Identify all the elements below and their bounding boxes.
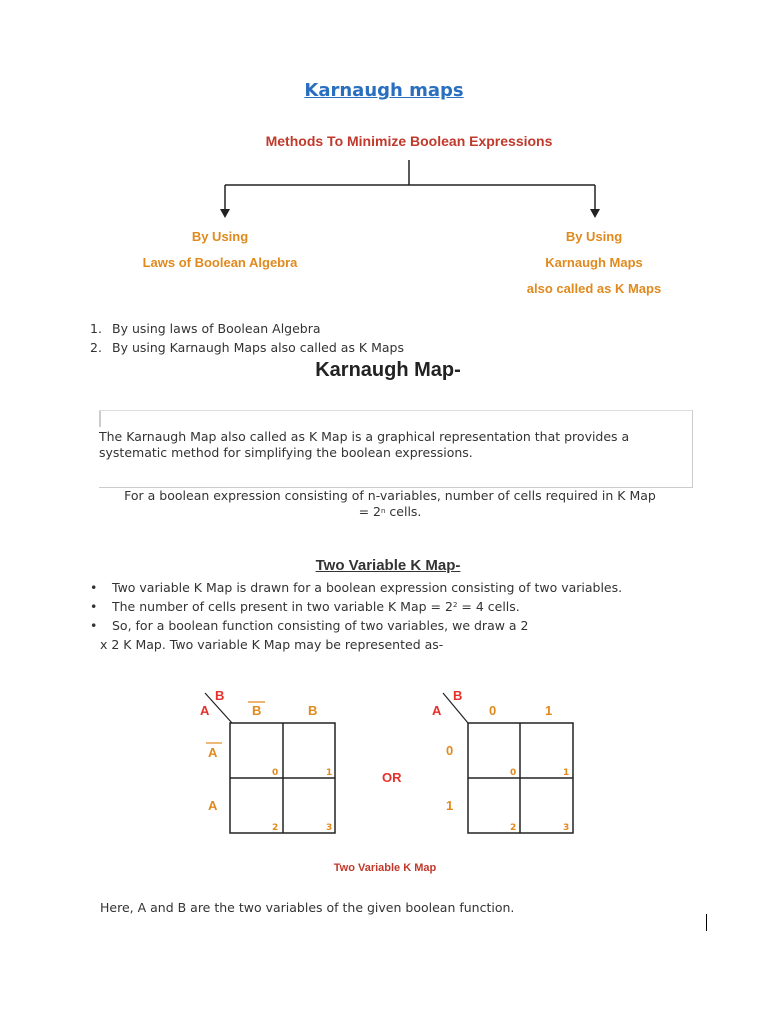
kmap-2 xyxy=(432,688,573,833)
kmap1-cell-index: 3 xyxy=(326,823,333,833)
cell-count-formula: For a boolean expression consisting of n-variables, number of cells required in K Map = $2^n$ cells. xyxy=(124,488,656,519)
kmap1-col-label: B xyxy=(252,703,262,718)
kmap-figure xyxy=(0,680,768,880)
kmap1-row-label: A xyxy=(208,745,218,760)
kmap2-row-var: A xyxy=(432,703,442,718)
kmap2-cell-index: 2 xyxy=(510,823,517,833)
list-item: • The number of cells present in two variable K Map = $2^2 = 4$ cells. xyxy=(90,597,622,616)
kmap2-row-label: 0 xyxy=(446,743,454,758)
kmap-caption: Two Variable K Map xyxy=(333,862,437,874)
kmap2-cell-index: 0 xyxy=(510,768,517,778)
list-item: 2. By using Karnaugh Maps also called as K Maps xyxy=(90,340,404,355)
list-item-continuation: x 2 K Map. Two variable K Map may be represented as- xyxy=(100,637,444,652)
list-item: • So, for a boolean function consisting of two variables, we draw a 2 xyxy=(90,616,622,635)
text-cursor xyxy=(706,914,707,931)
list-item: • Two variable K Map is drawn for a boolean expression consisting of two variables. xyxy=(90,578,622,597)
method-right-line3: also called as K Maps xyxy=(526,281,662,296)
method-right-line1: By Using xyxy=(565,229,623,244)
closing-text: Here, A and B are the two variables of the given boolean function. xyxy=(100,900,515,915)
kmap2-row-label: 1 xyxy=(446,798,454,813)
kmap1-row-var: A xyxy=(200,703,210,718)
kmap2-col-label: 0 xyxy=(489,703,497,718)
kmap1-row-label: A xyxy=(208,798,218,813)
definition-box xyxy=(99,410,693,488)
definition-text: The Karnaugh Map also called as K Map is a graphical representation that provides a systematic method for simplifying the boolean expressions. xyxy=(99,429,630,460)
kmap1-col-label: B xyxy=(308,703,318,718)
kmap1-col-var: B xyxy=(215,688,225,703)
kmap-1 xyxy=(200,688,335,833)
two-variable-bullets xyxy=(90,578,622,654)
section-heading: Karnaugh Map- xyxy=(315,359,461,381)
method-left-line1: By Using xyxy=(191,229,249,244)
kmap1-cell-index: 2 xyxy=(272,823,279,833)
kmap2-col-label: 1 xyxy=(545,703,553,718)
two-variable-heading: Two Variable K Map- xyxy=(315,557,461,574)
kmap1-cell-index: 0 xyxy=(272,768,279,778)
list-item: 1. By using laws of Boolean Algebra xyxy=(90,321,321,336)
kmap2-cell-index: 3 xyxy=(563,823,570,833)
method-left-line2: Laws of Boolean Algebra xyxy=(142,255,298,270)
kmap2-cell-index: 1 xyxy=(563,768,570,778)
kmap1-cell-index: 1 xyxy=(326,768,333,778)
methods-list xyxy=(90,319,404,357)
or-label: OR xyxy=(382,770,402,785)
method-right-line2: Karnaugh Maps xyxy=(545,255,643,270)
page-title: Karnaugh maps xyxy=(304,80,464,101)
kmap2-col-var: B xyxy=(453,688,463,703)
methods-heading: Methods To Minimize Boolean Expressions xyxy=(265,133,553,149)
methods-tree-connector xyxy=(0,155,768,225)
